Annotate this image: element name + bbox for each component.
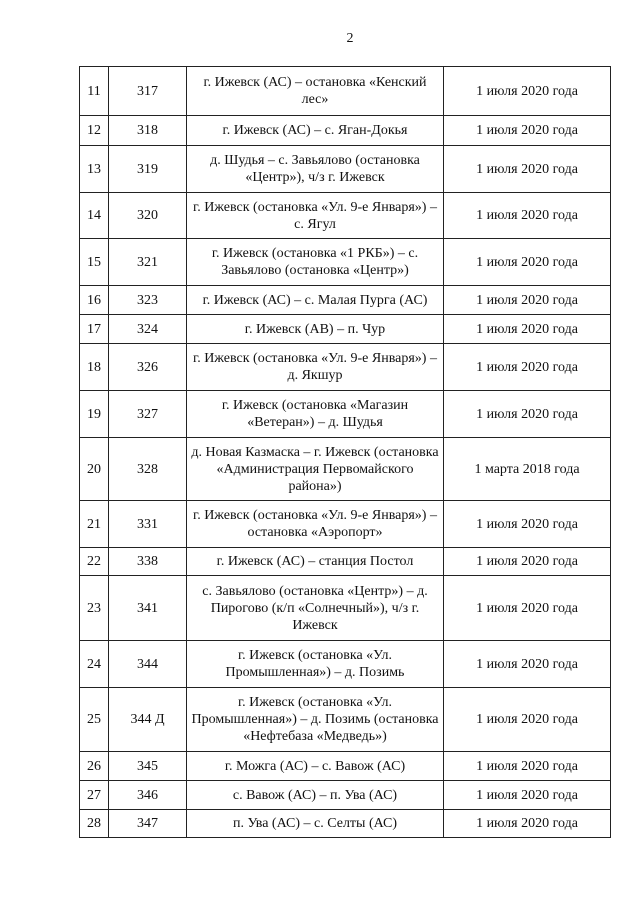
route-description-cell: г. Ижевск (АС) – с. Яган-Докья xyxy=(187,116,444,146)
route-description-cell: с. Завьялово (остановка «Центр») – д. Пирогово (к/п «Солнечный»), ч/з г. Ижевск xyxy=(187,576,444,641)
table-row xyxy=(80,391,611,438)
table-row xyxy=(80,116,611,146)
row-number-cell: 21 xyxy=(80,501,109,548)
route-description-cell: д. Шудья – с. Завьялово (остановка «Центр»), ч/з г. Ижевск xyxy=(187,146,444,193)
row-number-cell: 19 xyxy=(80,391,109,438)
row-number-cell: 25 xyxy=(80,688,109,752)
route-description-cell: г. Ижевск (остановка «Ул. Промышленная») – д. Позимь (остановка «Нефтебаза «Медведь») xyxy=(187,688,444,752)
route-description-cell: г. Ижевск (АС) – станция Постол xyxy=(187,548,444,576)
row-number-cell: 20 xyxy=(80,438,109,501)
routes-table-body xyxy=(80,67,611,838)
table-row xyxy=(80,810,611,838)
route-number-cell: 320 xyxy=(109,193,187,239)
route-description-cell: г. Ижевск (остановка «1 РКБ») – с. Завьялово (остановка «Центр») xyxy=(187,239,444,286)
route-description-cell: п. Ува (АС) – с. Селты (АС) xyxy=(187,810,444,838)
table-row xyxy=(80,67,611,116)
start-date-cell: 1 июля 2020 года xyxy=(444,688,611,752)
table-row xyxy=(80,315,611,344)
start-date-cell: 1 июля 2020 года xyxy=(444,239,611,286)
table-row xyxy=(80,438,611,501)
route-number-cell: 346 xyxy=(109,781,187,810)
route-description-cell: г. Ижевск (АВ) – п. Чур xyxy=(187,315,444,344)
route-number-cell: 323 xyxy=(109,286,187,315)
route-description-cell: д. Новая Казмаска – г. Ижевск (остановка «Администрация Первомайского района») xyxy=(187,438,444,501)
start-date-cell: 1 июля 2020 года xyxy=(444,576,611,641)
route-number-cell: 344 xyxy=(109,641,187,688)
start-date-cell: 1 июля 2020 года xyxy=(444,67,611,116)
row-number-cell: 13 xyxy=(80,146,109,193)
route-description-cell: г. Ижевск (АС) – остановка «Кенский лес» xyxy=(187,67,444,116)
table-row xyxy=(80,286,611,315)
start-date-cell: 1 марта 2018 года xyxy=(444,438,611,501)
page-number: 2 xyxy=(346,31,354,46)
row-number-cell: 28 xyxy=(80,810,109,838)
row-number-cell: 22 xyxy=(80,548,109,576)
table-row xyxy=(80,146,611,193)
routes-table xyxy=(79,66,611,838)
row-number-cell: 24 xyxy=(80,641,109,688)
table-row xyxy=(80,501,611,548)
route-number-cell: 345 xyxy=(109,752,187,781)
start-date-cell: 1 июля 2020 года xyxy=(444,344,611,391)
table-row xyxy=(80,781,611,810)
table-row xyxy=(80,688,611,752)
row-number-cell: 15 xyxy=(80,239,109,286)
row-number-cell: 18 xyxy=(80,344,109,391)
route-number-cell: 338 xyxy=(109,548,187,576)
row-number-cell: 12 xyxy=(80,116,109,146)
table-row xyxy=(80,239,611,286)
start-date-cell: 1 июля 2020 года xyxy=(444,193,611,239)
row-number-cell: 14 xyxy=(80,193,109,239)
route-number-cell: 324 xyxy=(109,315,187,344)
table-row xyxy=(80,641,611,688)
start-date-cell: 1 июля 2020 года xyxy=(444,501,611,548)
start-date-cell: 1 июля 2020 года xyxy=(444,286,611,315)
route-description-cell: г. Ижевск (АС) – с. Малая Пурга (АС) xyxy=(187,286,444,315)
route-number-cell: 317 xyxy=(109,67,187,116)
route-number-cell: 331 xyxy=(109,501,187,548)
route-description-cell: г. Ижевск (остановка «Ул. 9-е Января») – д. Якшур xyxy=(187,344,444,391)
row-number-cell: 27 xyxy=(80,781,109,810)
route-number-cell: 318 xyxy=(109,116,187,146)
row-number-cell: 16 xyxy=(80,286,109,315)
start-date-cell: 1 июля 2020 года xyxy=(444,810,611,838)
row-number-cell: 26 xyxy=(80,752,109,781)
start-date-cell: 1 июля 2020 года xyxy=(444,146,611,193)
route-number-cell: 341 xyxy=(109,576,187,641)
route-description-cell: г. Ижевск (остановка «Ул. Промышленная») – д. Позимь xyxy=(187,641,444,688)
route-number-cell: 319 xyxy=(109,146,187,193)
table-row xyxy=(80,576,611,641)
route-number-cell: 327 xyxy=(109,391,187,438)
start-date-cell: 1 июля 2020 года xyxy=(444,781,611,810)
table-row xyxy=(80,344,611,391)
row-number-cell: 23 xyxy=(80,576,109,641)
start-date-cell: 1 июля 2020 года xyxy=(444,641,611,688)
start-date-cell: 1 июля 2020 года xyxy=(444,116,611,146)
route-number-cell: 344 Д xyxy=(109,688,187,752)
route-number-cell: 326 xyxy=(109,344,187,391)
start-date-cell: 1 июля 2020 года xyxy=(444,752,611,781)
row-number-cell: 17 xyxy=(80,315,109,344)
row-number-cell: 11 xyxy=(80,67,109,116)
route-number-cell: 347 xyxy=(109,810,187,838)
start-date-cell: 1 июля 2020 года xyxy=(444,548,611,576)
start-date-cell: 1 июля 2020 года xyxy=(444,391,611,438)
table-row xyxy=(80,752,611,781)
route-description-cell: с. Вавож (АС) – п. Ува (АС) xyxy=(187,781,444,810)
route-description-cell: г. Ижевск (остановка «Магазин «Ветеран») – д. Шудья xyxy=(187,391,444,438)
table-row xyxy=(80,193,611,239)
table-row xyxy=(80,548,611,576)
start-date-cell: 1 июля 2020 года xyxy=(444,315,611,344)
route-number-cell: 321 xyxy=(109,239,187,286)
route-description-cell: г. Можга (АС) – с. Вавож (АС) xyxy=(187,752,444,781)
route-number-cell: 328 xyxy=(109,438,187,501)
route-description-cell: г. Ижевск (остановка «Ул. 9-е Января») – с. Ягул xyxy=(187,193,444,239)
route-description-cell: г. Ижевск (остановка «Ул. 9-е Января») – остановка «Аэропорт» xyxy=(187,501,444,548)
